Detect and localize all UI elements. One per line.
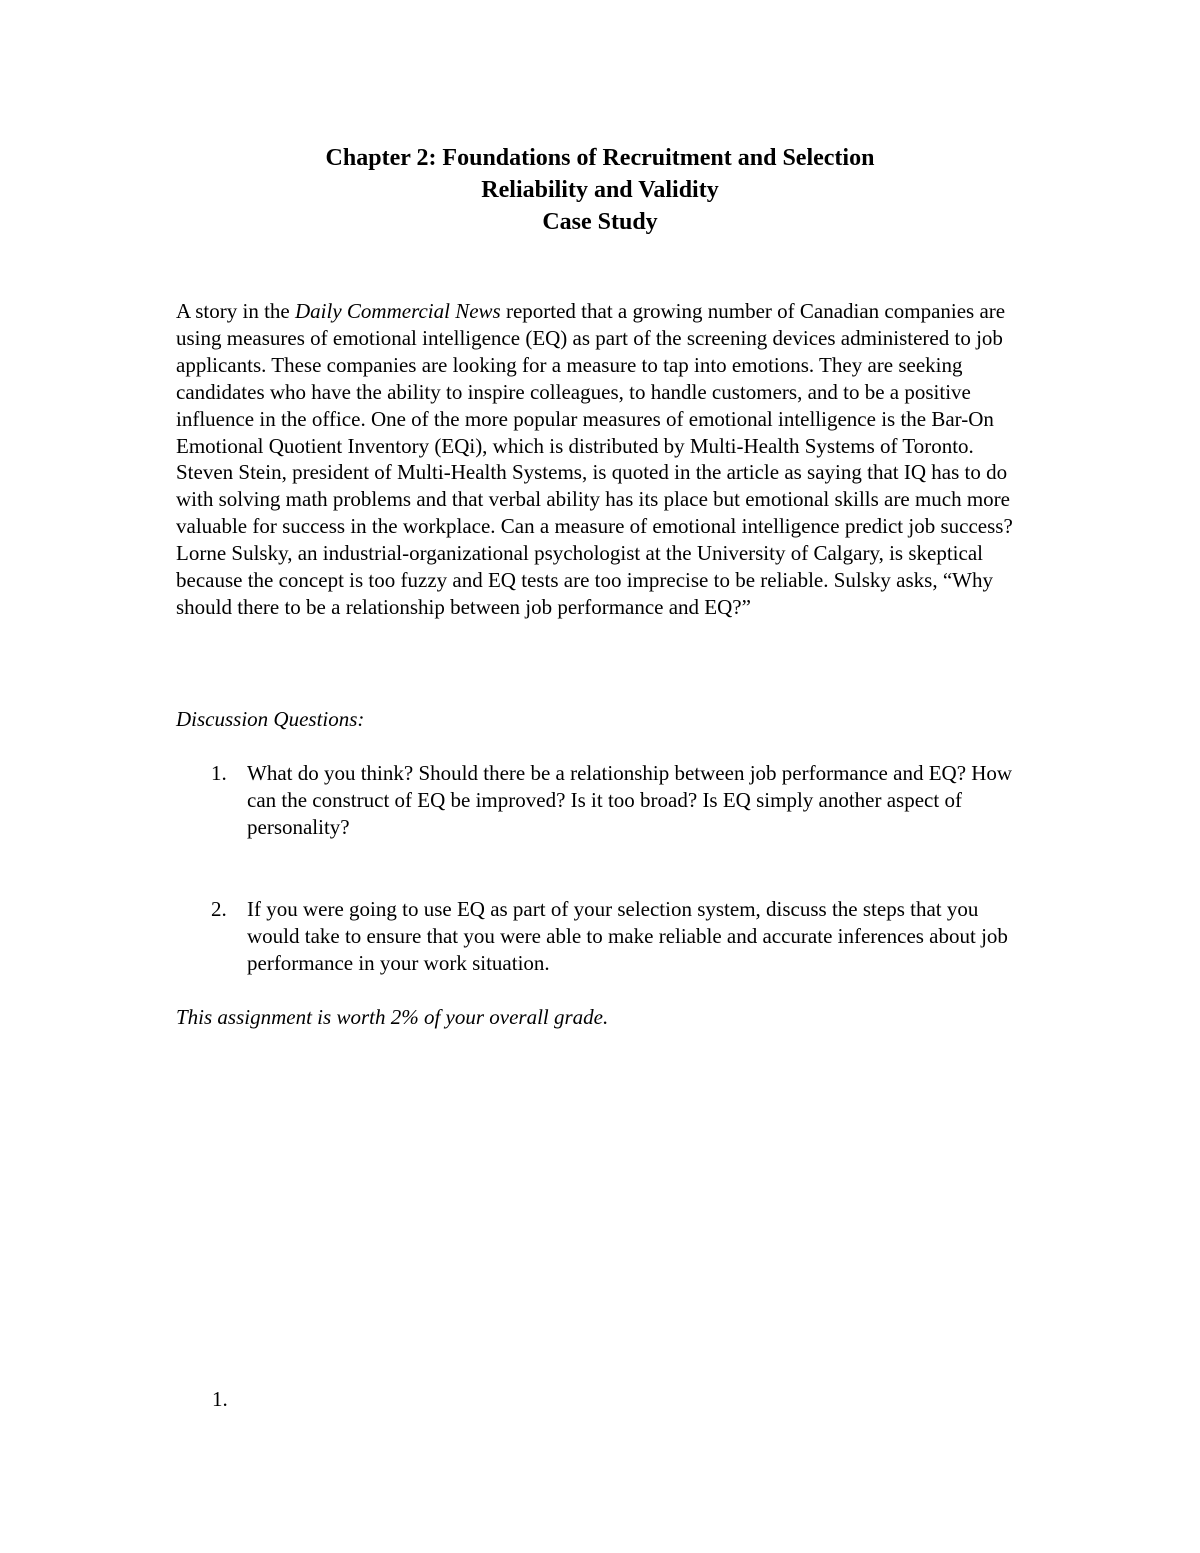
page-number: 1.: [212, 1387, 228, 1411]
body-text: reported that a growing number of Canadian companies are using measures of emotional intelligence (EQ) as part of the screening devices administered to job applicants. These companies are looking for a measure to tap into emotions. They are seeking candidates who have the ability to inspire colleagues, to handle customers, and to be a positive influence in the office. One of the more popular measures of emotional intelligence is the Bar-On Emotional Quotient Inventory (EQi), which is distributed by Multi-Health Systems of Toronto. Steven Stein, president of Multi-Health Systems, is quoted in the article as saying that IQ has to do with solving math problems and that verbal ability has its place but emotional skills are much more valuable for success in the workplace. Can a measure of emotional intelligence predict job success? Lorne Sulsky, an industrial-organizational psychologist at the University of Calgary, is skeptical because the concept is too fuzzy and EQ tests are too imprecise to be reliable. Sulsky asks, “Why should there to be a relationship between job performance and EQ?”: [176, 299, 1013, 619]
case-study-paragraph: [176, 298, 1036, 621]
chapter-title: Chapter 2: Foundations of Recruitment and Selection: [325, 145, 875, 171]
case-study-title: Case Study: [542, 209, 658, 235]
document-title: [0, 142, 1200, 238]
publication-name: Daily Commercial News: [295, 299, 501, 323]
case-study-text: [176, 298, 1036, 621]
question-number: 1.: [211, 761, 227, 785]
discussion-heading: Discussion Questions:: [176, 707, 365, 731]
question-number: 2.: [211, 897, 227, 921]
section-title: Reliability and Validity: [481, 177, 719, 203]
question-text: If you were going to use EQ as part of your selection system, discuss the steps that you would take to ensure that you were able to make reliable and accurate inferences about job performance in your work situation.: [247, 897, 1008, 975]
question-text: What do you think? Should there be a relationship between job performance and EQ? How can the construct of EQ be improved? Is it too broad? Is EQ simply another aspect of personality?: [247, 761, 1013, 839]
grade-note: This assignment is worth 2% of your overall grade.: [176, 1005, 609, 1029]
intro-text: A story in the: [176, 299, 295, 323]
